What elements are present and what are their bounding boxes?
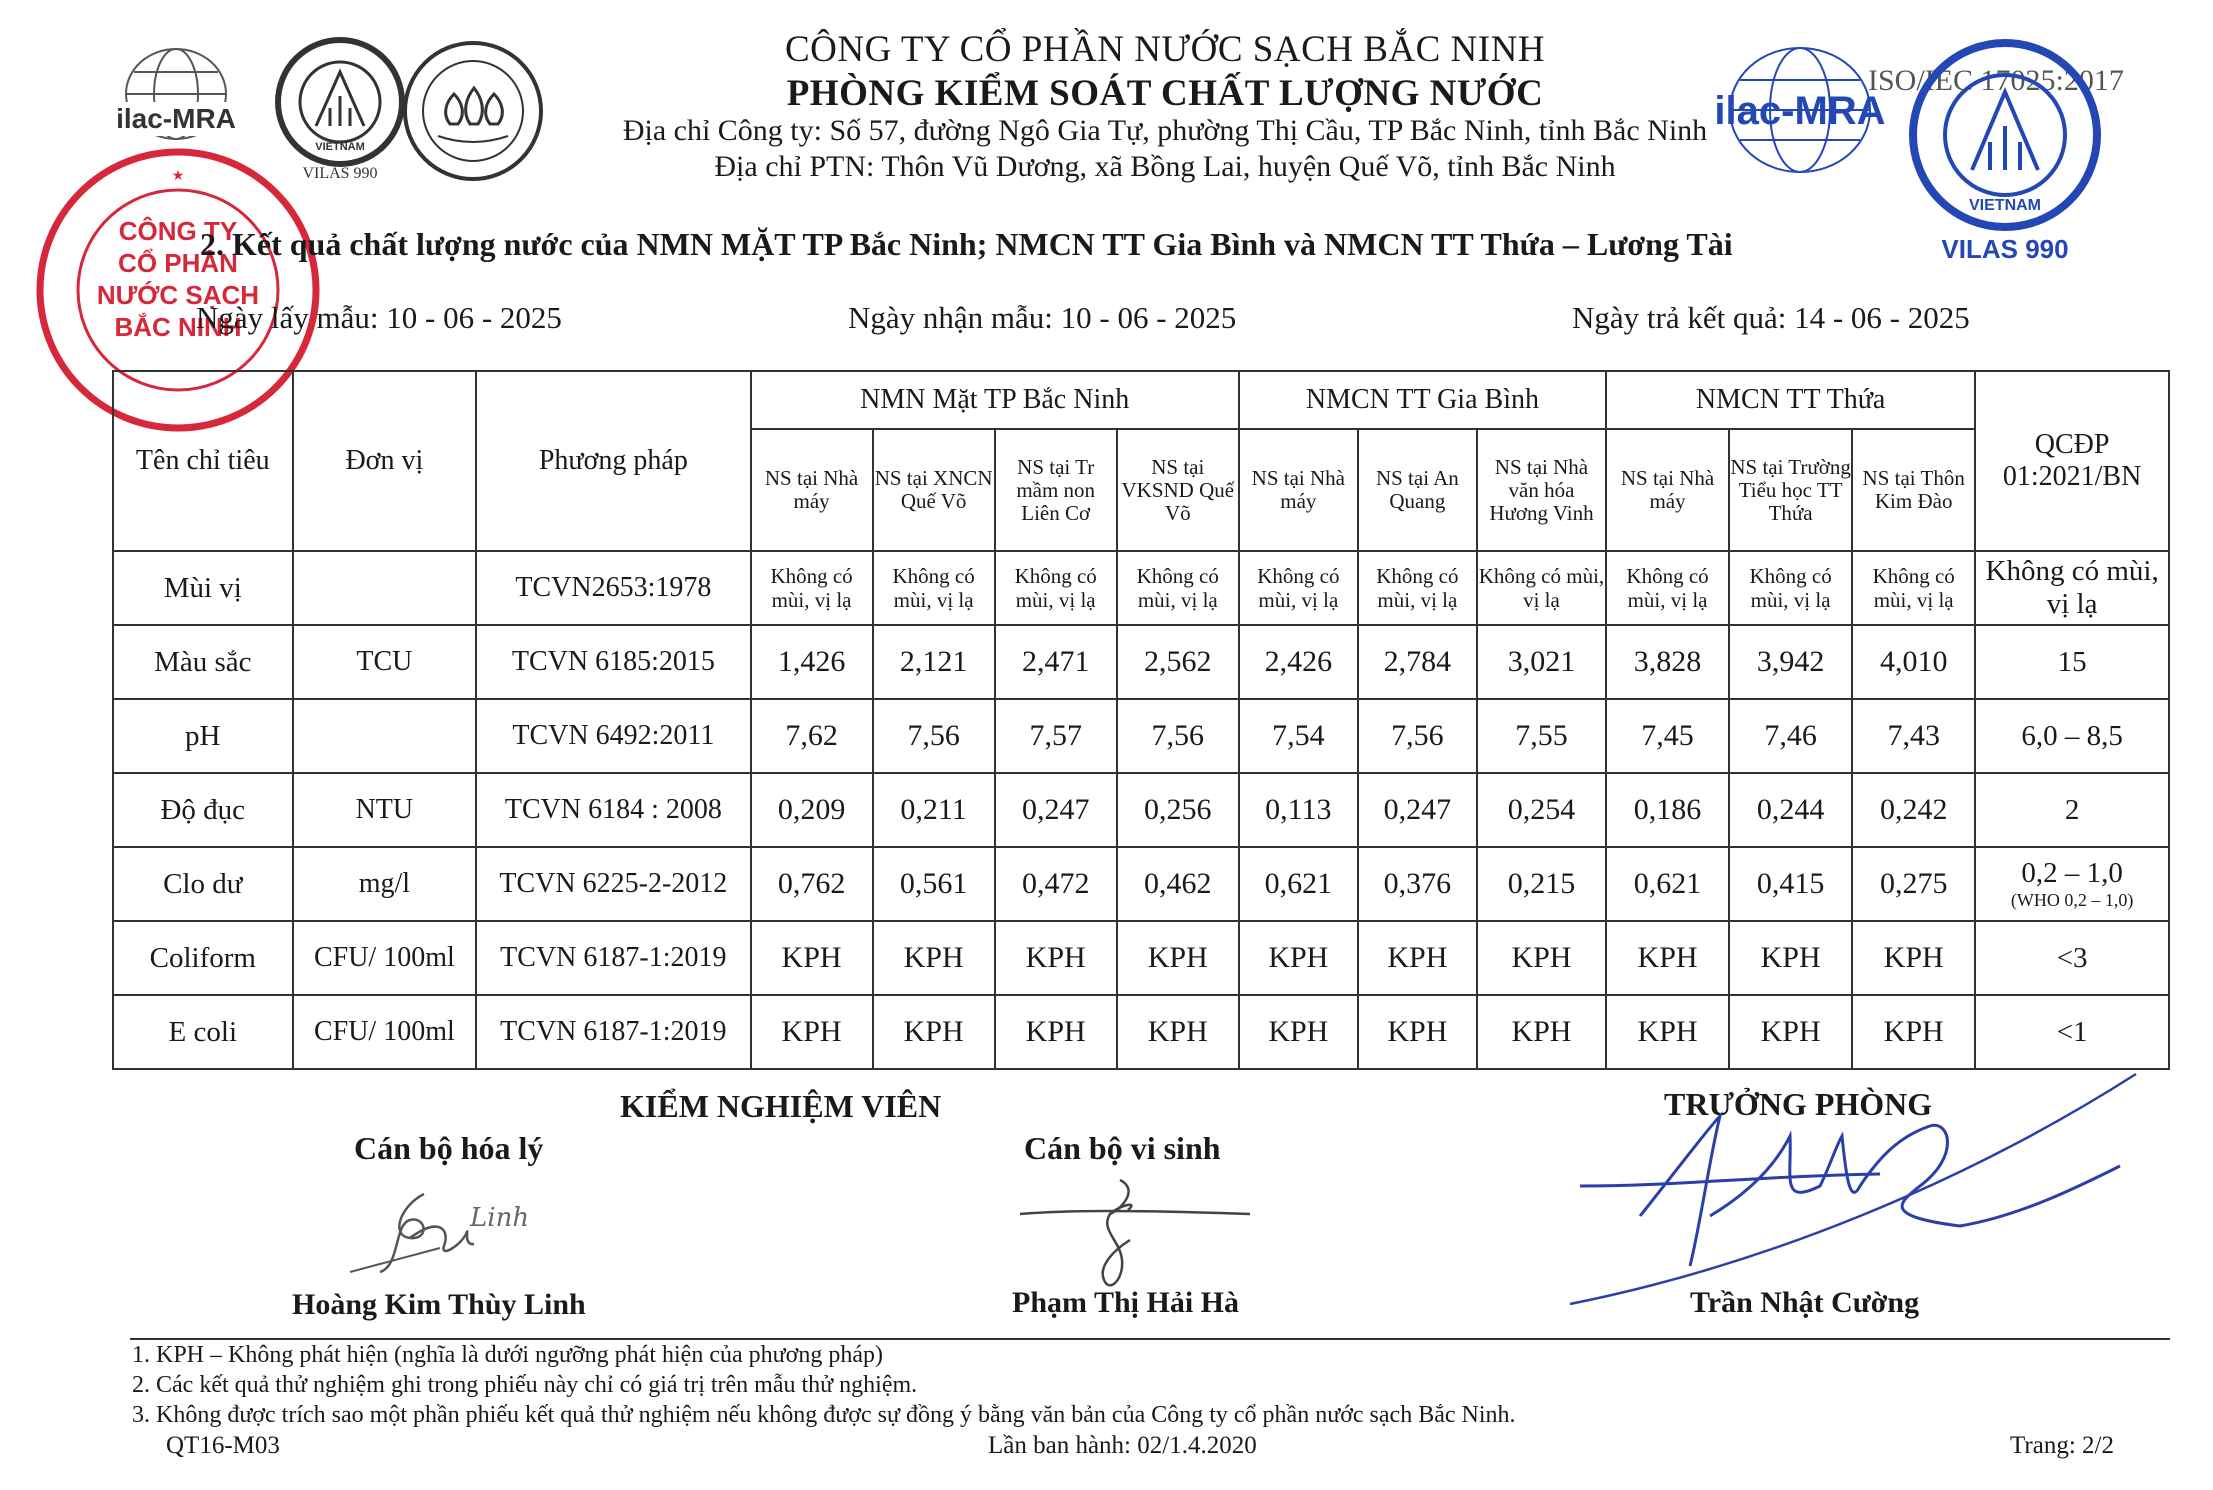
result-value: 0,242 — [1852, 773, 1975, 847]
iso-standard: ISO/IEC 17025:2017 — [1868, 64, 2124, 97]
tester-title: KIỂM NGHIỆM VIÊN — [620, 1088, 942, 1124]
sampling-date: Ngày lấy mẫu: 10 - 06 - 2025 — [196, 300, 562, 335]
stamp-ring-dots: ★ — [171, 169, 185, 184]
site-header: NS tại Nhà văn hóa Hương Vinh — [1477, 429, 1606, 551]
site-header: NS tại An Quang — [1358, 429, 1477, 551]
result-value: 0,275 — [1852, 847, 1975, 921]
result-value: 7,56 — [1117, 699, 1239, 773]
parameter-name: Clo dư — [113, 847, 293, 921]
result-value: 0,621 — [1239, 847, 1358, 921]
limit-note: (WHO 0,2 – 1,0) — [2010, 890, 2134, 910]
result-value: 7,54 — [1239, 699, 1358, 773]
result-value: 0,209 — [751, 773, 873, 847]
result-value: 1,426 — [751, 625, 873, 699]
note-3: 3. Không được trích sao một phần phiếu kết quả thử nghiệm nếu không được sự đồng ý bằng văn bản của Công ty cổ phần nước sạch Bắc Ninh. — [132, 1402, 1516, 1428]
parameter-name: E coli — [113, 995, 293, 1069]
result-value: 0,256 — [1117, 773, 1239, 847]
result-value: 0,247 — [995, 773, 1117, 847]
result-value: KPH — [1239, 921, 1358, 995]
accreditation-seal-icon-right — [1900, 30, 2110, 280]
result-value: 2,426 — [1239, 625, 1358, 699]
result-value: 0,244 — [1729, 773, 1852, 847]
result-value: KPH — [751, 995, 873, 1069]
result-value: 7,55 — [1477, 699, 1606, 773]
result-value: 0,113 — [1239, 773, 1358, 847]
result-value: 3,828 — [1606, 625, 1729, 699]
result-value: KPH — [1358, 995, 1477, 1069]
company-logo — [398, 36, 548, 186]
standard-limit — [1975, 995, 2169, 1069]
result-value: Không có mùi, vị lạ — [1477, 551, 1606, 625]
result-value: 7,57 — [995, 699, 1117, 773]
result-value: 7,62 — [751, 699, 873, 773]
limit-value: 15 — [2057, 645, 2087, 678]
head-title: TRƯỞNG PHÒNG — [1664, 1086, 1933, 1122]
result-value: KPH — [1477, 995, 1606, 1069]
result-value: KPH — [751, 921, 873, 995]
received-date: Ngày nhận mẫu: 10 - 06 - 2025 — [848, 300, 1237, 335]
result-value: KPH — [1729, 921, 1852, 995]
limit-value: <3 — [2056, 941, 2088, 974]
result-value: 2,784 — [1358, 625, 1477, 699]
result-value: 0,621 — [1606, 847, 1729, 921]
result-value: 0,472 — [995, 847, 1117, 921]
result-value: KPH — [1239, 995, 1358, 1069]
table-row — [113, 699, 2169, 773]
chem-officer-title: Cán bộ hóa lý — [354, 1130, 544, 1166]
ilac-mra-logo-right — [1700, 40, 1900, 190]
results-table — [112, 370, 2170, 1070]
result-value: 0,376 — [1358, 847, 1477, 921]
company-address: Địa chỉ Công ty: Số 57, đường Ngô Gia Tự, phường Thị Cầu, TP Bắc Ninh, tỉnh Bắc Ninh — [622, 114, 1708, 147]
section-title: 2. Kết quả chất lượng nước của NMN MẶT TP Bắc Ninh; NMCN TT Gia Bình và NMCN TT Thứa – Lương Tài — [200, 226, 1733, 262]
result-value: 3,021 — [1477, 625, 1606, 699]
parameter-method: TCVN 6187-1:2019 — [476, 995, 750, 1069]
parameter-method: TCVN 6225-2-2012 — [476, 847, 750, 921]
standard-limit — [1975, 551, 2169, 625]
result-value: KPH — [995, 921, 1117, 995]
form-code: QT16-M03 — [166, 1432, 280, 1459]
table-row — [113, 847, 2169, 921]
parameter-method: TCVN 6185:2015 — [476, 625, 750, 699]
result-value: Không có mùi, vị lạ — [1729, 551, 1852, 625]
header-name: Tên chỉ tiêu — [113, 371, 293, 551]
limit-value: Không có mùi, vị lạ — [1985, 555, 2159, 620]
ilac-globe-icon-right — [1700, 40, 1900, 190]
result-value: 2,121 — [873, 625, 995, 699]
water-drops-icon — [398, 36, 548, 186]
note-1: 1. KPH – Không phát hiện (nghĩa là dưới ngưỡng phát hiện của phương pháp) — [132, 1342, 883, 1368]
parameter-unit: CFU/ 100ml — [293, 921, 477, 995]
limit-value: 0,2 – 1,0 — [2021, 857, 2123, 889]
notes-divider — [130, 1338, 2170, 1340]
company-name: CÔNG TY CỔ PHẦN NƯỚC SẠCH BẮC NINH — [784, 29, 1546, 70]
page-number: Trang: 2/2 — [2010, 1432, 2114, 1459]
result-value: KPH — [1852, 921, 1975, 995]
site-header: NS tại Thôn Kim Đào — [1852, 429, 1975, 551]
parameter-name: Màu sắc — [113, 625, 293, 699]
stamp-line-2: CỔ PHẦN — [118, 248, 238, 278]
result-value: 0,762 — [751, 847, 873, 921]
result-value: KPH — [1358, 921, 1477, 995]
result-value: 0,254 — [1477, 773, 1606, 847]
head-name: Trần Nhật Cường — [1690, 1286, 1920, 1319]
result-value: 0,561 — [873, 847, 995, 921]
parameter-name: Mùi vị — [113, 551, 293, 625]
result-value: 2,562 — [1117, 625, 1239, 699]
result-value: KPH — [1729, 995, 1852, 1069]
result-value: 7,43 — [1852, 699, 1975, 773]
boa-logo-right — [1900, 30, 2110, 280]
result-value: 0,211 — [873, 773, 995, 847]
table-row — [113, 625, 2169, 699]
result-value: KPH — [1117, 921, 1239, 995]
result-value: 7,45 — [1606, 699, 1729, 773]
result-value: Không có mùi, vị lạ — [1852, 551, 1975, 625]
stamp-line-3: NƯỚC SẠCH — [96, 280, 260, 310]
standard-limit — [1975, 847, 2169, 921]
site-header: NS tại Nhà máy — [751, 429, 873, 551]
parameter-unit: NTU — [293, 773, 477, 847]
result-value: KPH — [995, 995, 1117, 1069]
result-value: Không có mùi, vị lạ — [1606, 551, 1729, 625]
vilas-label-right: VILAS 990 — [1941, 234, 2069, 264]
site-header: NS tại VKSND Quế Võ — [1117, 429, 1239, 551]
chem-officer-name: Hoàng Kim Thùy Linh — [292, 1288, 586, 1321]
lab-address: Địa chỉ PTN: Thôn Vũ Dương, xã Bồng Lai, huyện Quế Võ, tỉnh Bắc Ninh — [714, 150, 1616, 183]
group-header-giabinh: NMCN TT Gia Bình — [1239, 371, 1606, 429]
issue-info: Lần ban hành: 02/1.4.2020 — [988, 1432, 1257, 1459]
parameter-name: Độ đục — [113, 773, 293, 847]
result-value: KPH — [1852, 995, 1975, 1069]
result-value: Không có mùi, vị lạ — [1358, 551, 1477, 625]
head-signature — [1560, 1066, 2140, 1306]
parameter-unit: mg/l — [293, 847, 477, 921]
result-date: Ngày trả kết quả: 14 - 06 - 2025 — [1572, 300, 1970, 335]
micro-officer-name: Phạm Thị Hải Hà — [1012, 1286, 1239, 1319]
result-value: KPH — [1477, 921, 1606, 995]
site-header: NS tại Tr mầm non Liên Cơ — [995, 429, 1117, 551]
ilac-label-left: ilac-MRA — [116, 103, 236, 134]
standard-limit — [1975, 921, 2169, 995]
result-value: 0,462 — [1117, 847, 1239, 921]
table-row — [113, 773, 2169, 847]
parameter-unit: CFU/ 100ml — [293, 995, 477, 1069]
parameter-method: TCVN 6187-1:2019 — [476, 921, 750, 995]
parameter-method: TCVN2653:1978 — [476, 551, 750, 625]
result-value: KPH — [1606, 995, 1729, 1069]
result-value: 2,471 — [995, 625, 1117, 699]
limit-value: 6,0 – 8,5 — [2021, 719, 2123, 752]
parameter-name: Coliform — [113, 921, 293, 995]
header-standard: QCĐP 01:2021/BN — [1975, 371, 2169, 551]
table-row — [113, 921, 2169, 995]
result-value: 4,010 — [1852, 625, 1975, 699]
standard-limit — [1975, 625, 2169, 699]
table-row — [113, 995, 2169, 1069]
site-header: NS tại Nhà máy — [1239, 429, 1358, 551]
result-value: 0,415 — [1729, 847, 1852, 921]
site-header: NS tại Trường Tiểu học TT Thứa — [1729, 429, 1852, 551]
result-value: 7,56 — [873, 699, 995, 773]
boa-country-left: VIETNAM — [315, 141, 365, 153]
result-value: 7,56 — [1358, 699, 1477, 773]
limit-value: 2 — [2064, 793, 2080, 826]
result-value: 7,46 — [1729, 699, 1852, 773]
chem-signature-scribble: Linh — [470, 1203, 530, 1233]
result-value: Không có mùi, vị lạ — [1117, 551, 1239, 625]
result-value: 0,186 — [1606, 773, 1729, 847]
result-value: 3,942 — [1729, 625, 1852, 699]
parameter-unit — [293, 699, 477, 773]
stamp-line-1: CÔNG TY — [118, 216, 238, 246]
parameter-unit: TCU — [293, 625, 477, 699]
result-value: Không có mùi, vị lạ — [1239, 551, 1358, 625]
micro-officer-title: Cán bộ vi sinh — [1024, 1130, 1221, 1166]
result-value: KPH — [1606, 921, 1729, 995]
chem-signature — [340, 1176, 540, 1286]
result-value: 0,215 — [1477, 847, 1606, 921]
results-body — [113, 551, 2169, 1069]
result-value: 0,247 — [1358, 773, 1477, 847]
result-value: KPH — [1117, 995, 1239, 1069]
standard-limit — [1975, 699, 2169, 773]
result-value: Không có mùi, vị lạ — [751, 551, 873, 625]
stamp-line-4: BẮC NINH — [114, 312, 242, 342]
lab-name: PHÒNG KIỂM SOÁT CHẤT LƯỢNG NƯỚC — [786, 73, 1544, 114]
group-header-thua: NMCN TT Thứa — [1606, 371, 1975, 429]
limit-value: <1 — [2056, 1015, 2088, 1048]
ilac-label-right: ilac-MRA — [1714, 89, 1886, 133]
parameter-method: TCVN 6184 : 2008 — [476, 773, 750, 847]
vilas-label-left: VILAS 990 — [302, 165, 378, 182]
site-header: NS tại XNCN Quế Võ — [873, 429, 995, 551]
parameter-name: pH — [113, 699, 293, 773]
parameter-unit — [293, 551, 477, 625]
note-2: 2. Các kết quả thử nghiệm ghi trong phiếu này chỉ có giá trị trên mẫu thử nghiệm. — [132, 1372, 918, 1398]
boa-country-right: VIETNAM — [1969, 197, 2041, 214]
header-unit: Đơn vị — [293, 371, 477, 551]
table-row — [113, 551, 2169, 625]
result-value: Không có mùi, vị lạ — [995, 551, 1117, 625]
site-header: NS tại Nhà máy — [1606, 429, 1729, 551]
result-value: KPH — [873, 921, 995, 995]
header-method: Phương pháp — [476, 371, 750, 551]
result-value: KPH — [873, 995, 995, 1069]
parameter-method: TCVN 6492:2011 — [476, 699, 750, 773]
micro-signature — [1010, 1170, 1270, 1300]
standard-limit — [1975, 773, 2169, 847]
group-header-bacninh: NMN Mặt TP Bắc Ninh — [751, 371, 1239, 429]
result-value: Không có mùi, vị lạ — [873, 551, 995, 625]
